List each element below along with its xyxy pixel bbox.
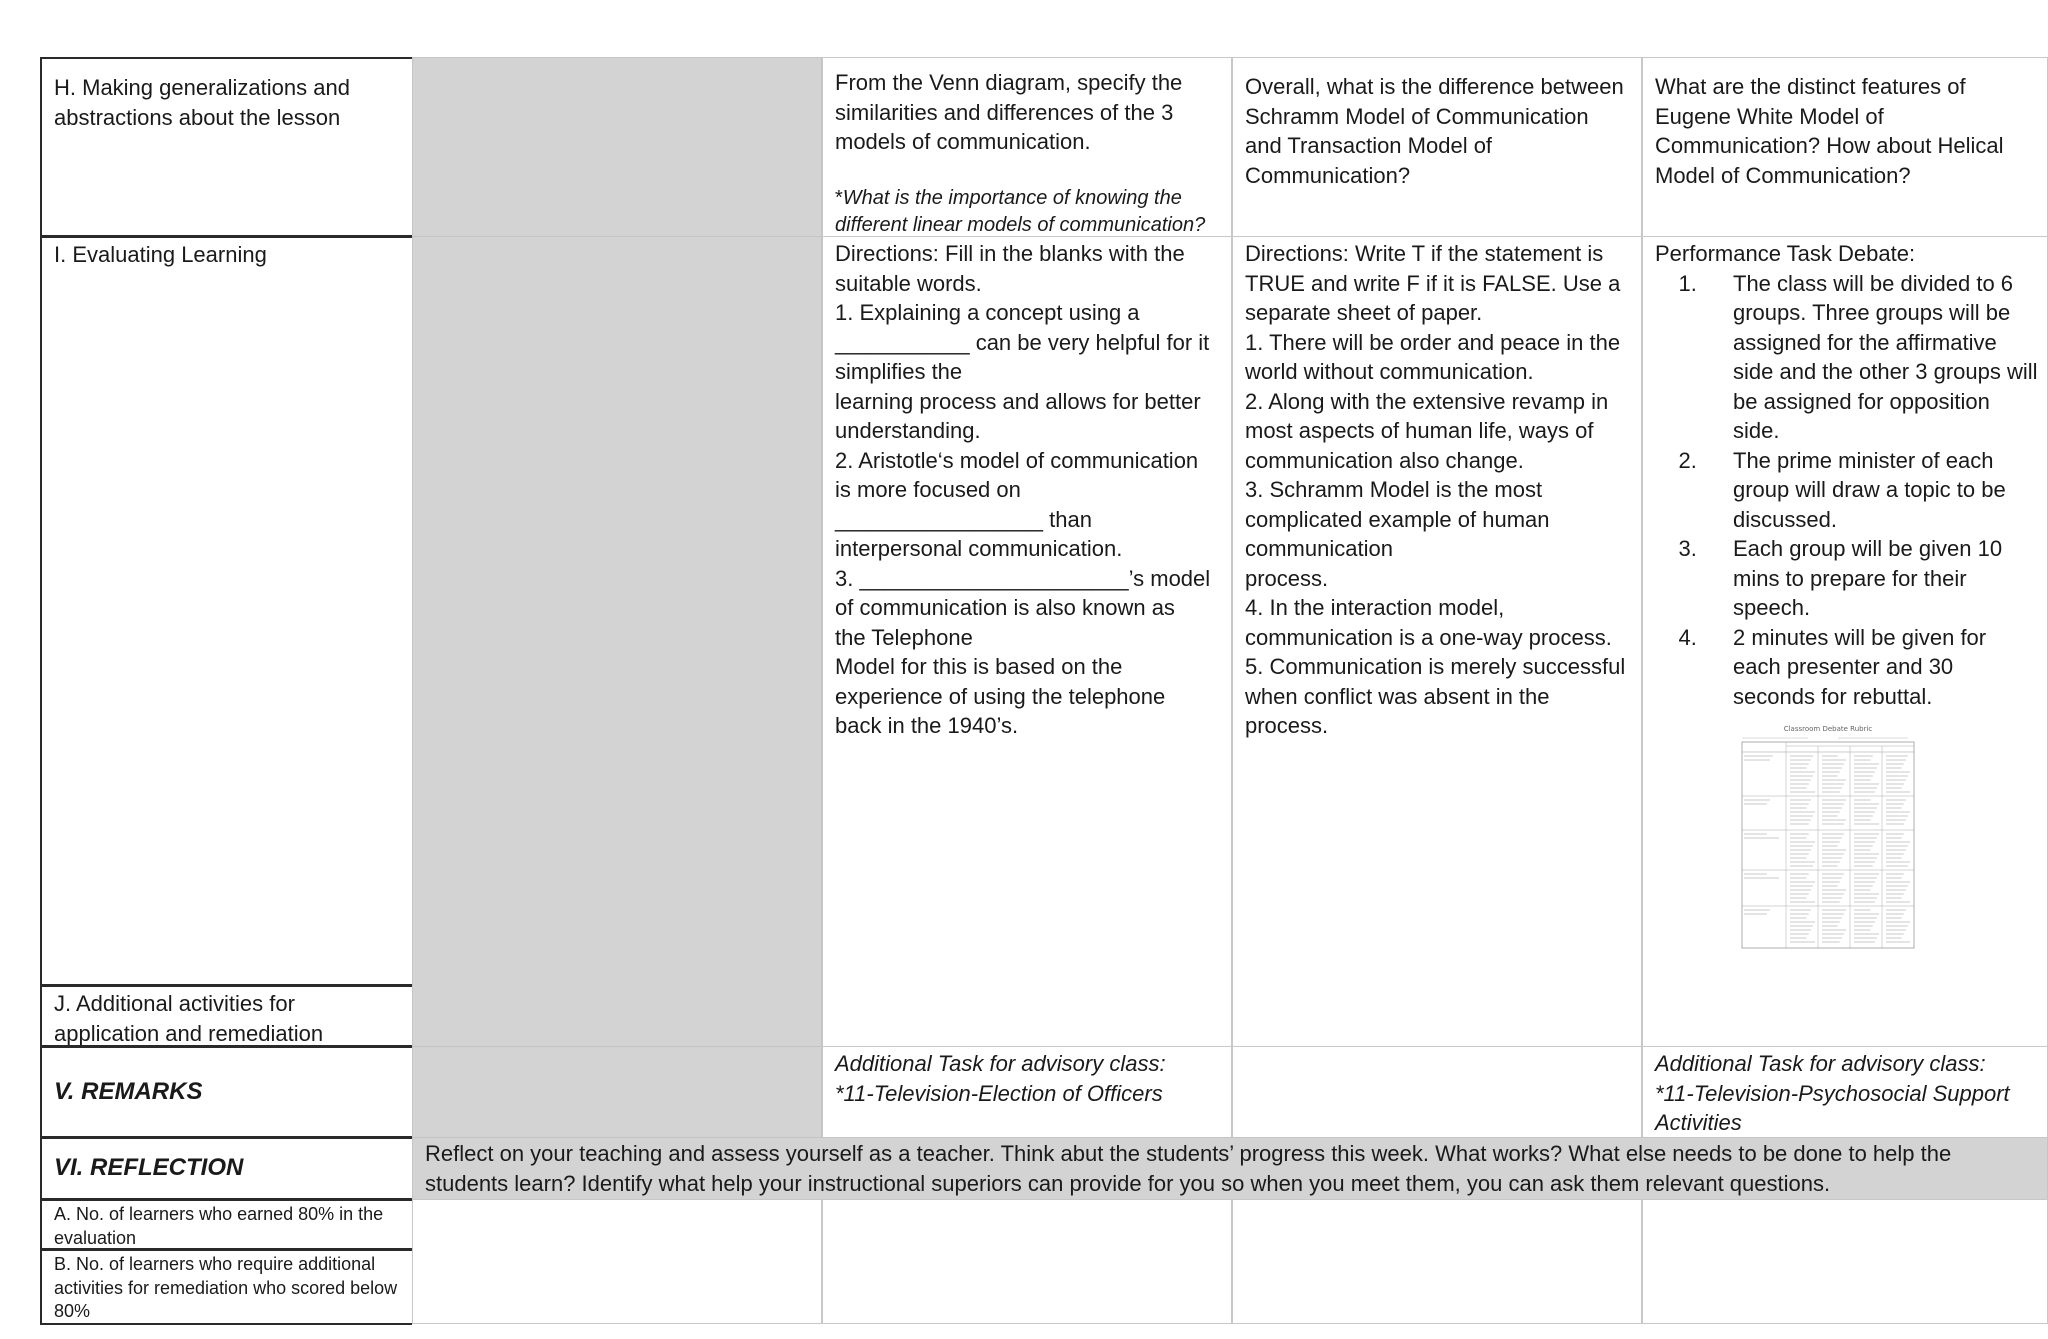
debate-rubric-image — [1738, 724, 1918, 950]
row-h-day2-note: What is the importance of knowing the different linear models of communication? — [835, 186, 1206, 236]
reflection-text-line2: students learn? Identify what help your instructional superiors can provide for you so when you meet them, you can ask them relevant questions. — [425, 1170, 1831, 1196]
true-false-line: Directions: Write T if the statement is — [1245, 241, 1604, 266]
true-false-line: communication — [1245, 536, 1393, 561]
fill-blank-line: is more focused on — [835, 477, 1021, 502]
row-i-day4-title: Performance Task Debate: — [1655, 241, 1916, 266]
row-h-day1-blank — [412, 57, 822, 237]
fill-blank-line: simplifies the — [835, 359, 963, 384]
row-b-label-text: B. No. of learners who require additional activities for remediation who scored below 80% — [54, 1254, 398, 1321]
true-false-line: world without communication. — [1245, 359, 1534, 384]
remarks-day4-line1: Additional Task for advisory class: — [1655, 1051, 1986, 1076]
fill-blank-line: Model for this is based on the — [835, 654, 1123, 679]
fill-blank-line: 2. Aristotle‘s model of communication — [835, 447, 1199, 473]
row-j-label — [40, 985, 412, 1047]
row-i-day2 — [822, 236, 1232, 1047]
fill-blank-line: experience of using the telephone — [835, 683, 1166, 709]
remarks-day1-blank — [412, 1046, 822, 1138]
true-false-line: most aspects of human life, ways of — [1245, 418, 1594, 443]
row-i-day3 — [1232, 236, 1642, 1047]
remarks-day2-line2: *11-Television-Election of Officers — [835, 1080, 1163, 1106]
reflection-text-line1: Reflect on your teaching and assess yourself as a teacher. Think abut the students’ progress this week. What works? What else needs to be done to help the — [425, 1141, 1952, 1166]
row-b-label — [40, 1249, 412, 1325]
reflection-text — [412, 1137, 2048, 1200]
row-h-day2 — [822, 57, 1232, 237]
remarks-label-text: V. REMARKS — [54, 1078, 203, 1105]
row-a-label-text: A. No. of learners who earned 80% in the evaluation — [54, 1204, 384, 1248]
reflection-label — [40, 1137, 412, 1200]
true-false-line: 5. Communication is merely successful — [1245, 654, 1626, 679]
row-h-day3 — [1232, 57, 1642, 237]
row-i-day3-lines — [1245, 239, 1635, 741]
row-h-day3-text: Overall, what is the difference between Schramm Model of Communication and Transaction Model of Communication? — [1245, 74, 1624, 188]
fill-blank-line: interpersonal communication. — [835, 536, 1123, 561]
row-a-label — [40, 1199, 412, 1250]
fill-blank-line: ___________ can be very helpful for it — [835, 329, 1210, 355]
true-false-line: process. — [1245, 565, 1329, 591]
fill-blank-line: 1. Explaining a concept using a — [835, 300, 1140, 325]
fill-blank-line: back in the 1940’s. — [835, 713, 1019, 738]
fill-blank-line: Directions: Fill in the blanks with the — [835, 241, 1185, 266]
remarks-day4 — [1642, 1046, 2048, 1138]
true-false-line: complicated example of human — [1245, 506, 1550, 532]
true-false-line: 1. There will be order and peace in the — [1245, 329, 1621, 355]
row-h-label — [40, 57, 412, 237]
row-a-day2 — [822, 1199, 1232, 1324]
rubric-title: Classroom Debate Rubric — [1783, 725, 1873, 733]
remarks-day2-line1: Additional Task for advisory class: — [835, 1051, 1166, 1076]
fill-blank-line: understanding. — [835, 418, 981, 443]
row-h-label-text: H. Making generalizations and abstractions about the lesson — [54, 75, 350, 130]
true-false-line: 2. Along with the extensive revamp in — [1245, 388, 1609, 414]
debate-task-item: 2. The prime minister of each group will draw a topic to be discussed. — [1703, 446, 2039, 535]
row-a-day3 — [1232, 1199, 1642, 1324]
fill-blank-line: of communication is also known as — [835, 595, 1175, 620]
true-false-line: communication also change. — [1245, 447, 1524, 473]
debate-task-item: 4. 2 minutes will be given for each presenter and 30 seconds for rebuttal. — [1703, 623, 2039, 712]
remarks-day4-line3: Activities — [1655, 1110, 1742, 1135]
debate-task-item: 1. The class will be divided to 6 groups. Three groups will be assigned for the affirmative side and the other 3 groups will be assigned for opposition side. — [1703, 269, 2039, 446]
fill-blank-line: _________________ than — [835, 506, 1092, 532]
fill-blank-line: learning process and allows for better — [835, 388, 1201, 414]
remarks-day2 — [822, 1046, 1232, 1138]
reflection-label-text: VI. REFLECTION — [54, 1154, 244, 1181]
debate-task-list — [1655, 269, 2039, 712]
fill-blank-line: suitable words. — [835, 270, 982, 296]
row-i-label — [40, 236, 412, 986]
true-false-line: 3. Schramm Model is the most — [1245, 477, 1543, 502]
row-h-day2-note-star: * — [835, 186, 843, 209]
remarks-day3 — [1232, 1046, 1642, 1138]
row-j-label-text: J. Additional activities for application and remediation — [54, 991, 324, 1046]
true-false-line: communication is a one-way process. — [1245, 624, 1612, 650]
fill-blank-line: 3. ______________________’s model — [835, 565, 1211, 591]
row-i-day2-lines — [835, 239, 1225, 741]
debate-task-item: 3. Each group will be given 10 mins to prepare for their speech. — [1703, 534, 2039, 623]
fill-blank-line: the Telephone — [835, 624, 973, 650]
row-h-day4-text: What are the distinct features of Eugene White Model of Communication? How about Helical Model of Communication? — [1655, 74, 2004, 188]
true-false-line: TRUE and write F if it is FALSE. Use a — [1245, 270, 1621, 296]
remarks-day4-line2: *11-Television-Psychosocial Support — [1655, 1080, 2010, 1106]
true-false-line: separate sheet of paper. — [1245, 300, 1483, 325]
remarks-label — [40, 1046, 412, 1138]
row-h-day4 — [1642, 57, 2048, 237]
true-false-line: process. — [1245, 713, 1329, 738]
row-a-day1 — [412, 1199, 822, 1324]
row-h-day2-text: From the Venn diagram, specify the similarities and differences of the 3 models of communication. — [835, 70, 1183, 154]
true-false-line: when conflict was absent in the — [1245, 683, 1550, 709]
row-a-day4 — [1642, 1199, 2048, 1324]
true-false-line: 4. In the interaction model, — [1245, 595, 1505, 620]
row-i-label-text: I. Evaluating Learning — [54, 242, 267, 267]
row-i-day1-blank — [412, 236, 822, 1047]
